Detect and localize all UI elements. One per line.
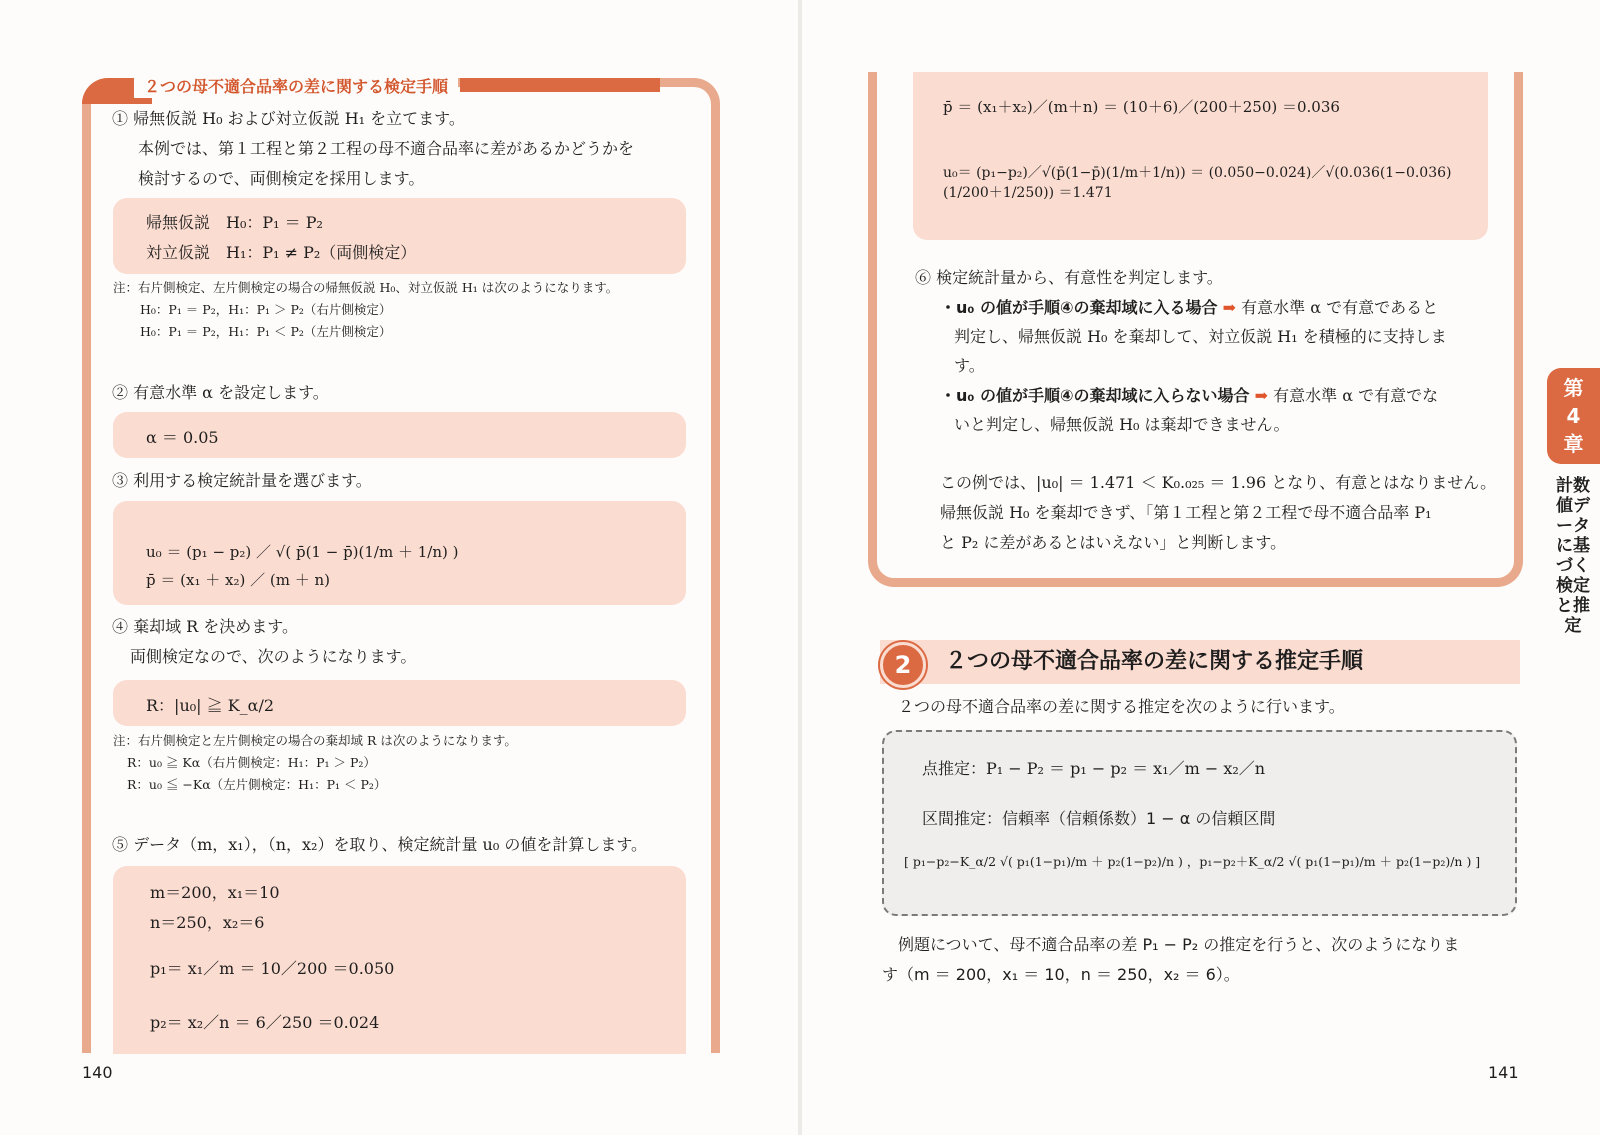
- data-n-x2: n＝250，x₂＝6: [150, 913, 265, 932]
- frame-title-bar: [460, 78, 660, 92]
- interval-formula: [ p₁−p₂−K_α/2 √( p₁(1−p₁)/m ＋ p₂(1−p₂)/n ) ，p₁−p₂＋K_α/2 √( p₁(1−p₁)/m ＋ p₂(1−p₂)/n ) ]: [904, 854, 1481, 869]
- example-line2: す（m ＝ 200，x₁ ＝ 10，n ＝ 250，x₂ ＝ 6）。: [882, 965, 1240, 984]
- interval-label: 区間推定：信頼率（信頼係数）1 − α の信頼区間: [922, 809, 1276, 828]
- conclusion-line1: この例では、|u₀| ＝ 1.471 ＜ K₀.₀₂₅ ＝ 1.96 となり、有意とはなりません。: [940, 473, 1497, 492]
- bullet1-line1: [940, 293, 1438, 323]
- bullet1-lead: ・u₀ の値が手順④の棄却域に入る場合: [940, 298, 1218, 317]
- calc-u0: u₀＝ (p₁−p₂)／√(p̄(1−p̄)(1/m＋1/n)) ＝ (0.050−0.024)／√(0.036(1−0.036)(1/200＋1/250)) ＝1.471: [943, 165, 1452, 201]
- estimation-box: [882, 730, 1517, 916]
- data-m-x1: m＝200，x₁＝10: [150, 883, 280, 902]
- note1-line3: H₀：P₁ ＝ P₂，H₁：P₁ ＜ P₂（左片側検定）: [140, 324, 392, 339]
- alpha-box: [113, 412, 686, 458]
- note2-line1: 注：右片側検定と左片側検定の場合の棄却域 R は次のようになります。: [113, 733, 517, 748]
- step1-body-line2: 検討するので、両側検定を採用します。: [138, 169, 425, 188]
- statistic-box: [113, 501, 686, 605]
- bullet2-lead: ・u₀ の値が手順④の棄却域に入らない場合: [940, 386, 1250, 405]
- section-title: ２つの母不適合品率の差に関する推定手順: [945, 649, 1364, 674]
- section-intro: ２つの母不適合品率の差に関する推定を次のように行います。: [898, 697, 1345, 716]
- step4-title: ④ 棄却域 R を決めます。: [112, 617, 299, 636]
- chapter-title-vertical: 計数値データに基づく検定と推定: [1556, 476, 1590, 636]
- bullet1-tail: 有意水準 α で有意であると: [1241, 298, 1439, 317]
- data-p2: p₂＝ x₂／n ＝ 6／250 ＝0.024: [150, 1013, 380, 1032]
- step6-title: ⑥ 検定統計量から、有意性を判定します。: [915, 268, 1223, 287]
- point-estimate: 点推定：P₁ − P₂ ＝ p₁ − p₂ ＝ x₁／m − x₂／n: [922, 759, 1266, 778]
- conclusion-line3: と P₂ に差があるとはいえない」と判断します。: [940, 533, 1287, 552]
- formula-pbar: p̄ ＝ (x₁ ＋ x₂) ／ (m ＋ n): [146, 571, 330, 589]
- data-box: [113, 866, 686, 1054]
- bullet1-line3: す。: [954, 356, 985, 375]
- bullet1-line2: 判定し、帰無仮説 H₀ を棄却して、対立仮説 H₁ を積極的に支持しま: [954, 327, 1447, 346]
- rejection-box: [113, 680, 686, 726]
- note1-line2: H₀：P₁ ＝ P₂，H₁：P₁ ＞ P₂（右片側検定）: [140, 302, 392, 317]
- note1-line1: 注：右片側検定、左片側検定の場合の帰無仮説 H₀、対立仮説 H₁ は次のようになります。: [113, 280, 619, 295]
- procedure-box-title: ２つの母不適合品率の差に関する検定手順: [134, 76, 458, 98]
- note2-line2: R：u₀ ≧ Kα（右片側検定：H₁：P₁ ＞ P₂）: [127, 755, 376, 770]
- section-number: 2: [880, 642, 926, 688]
- null-hypothesis: 帰無仮説 H₀：P₁ ＝ P₂: [146, 213, 323, 232]
- hypothesis-box: [113, 198, 686, 274]
- arrow-right-icon: ➡: [1254, 386, 1269, 405]
- bullet2-line1: [940, 381, 1438, 411]
- step1-title: ① 帰無仮説 H₀ および対立仮説 H₁ を立てます。: [112, 109, 465, 128]
- calc-box: [913, 72, 1488, 240]
- bullet2-tail: 有意水準 α で有意でな: [1273, 386, 1439, 405]
- step1-body-line1: 本例では、第１工程と第２工程の母不適合品率に差があるかどうかを: [138, 139, 635, 158]
- step5-title: ⑤ データ（m，x₁），（n，x₂）を取り、検定統計量 u₀ の値を計算します。: [112, 835, 648, 854]
- rejection-region: R：|u₀| ≧ K_α/2: [146, 696, 275, 715]
- data-p1: p₁＝ x₁／m ＝ 10／200 ＝0.050: [150, 959, 395, 978]
- alternative-hypothesis: 対立仮説 H₁：P₁ ≠ P₂（両側検定）: [146, 243, 417, 262]
- calc-pbar: p̄ ＝ (x₁＋x₂)／(m＋n) ＝ (10＋6)／(200＋250) ＝0.036: [943, 98, 1340, 116]
- chapter-tab-label: 第4章: [1563, 376, 1584, 456]
- arrow-right-icon: ➡: [1222, 298, 1237, 317]
- bullet2-line2: いと判定し、帰無仮説 H₀ は棄却できません。: [954, 415, 1290, 434]
- note2-line3: R：u₀ ≦ −Kα（左片側検定：H₁：P₁ ＜ P₂）: [127, 777, 387, 792]
- alpha-value: α ＝ 0.05: [146, 428, 219, 447]
- example-line1: 例題について、母不適合品率の差 P₁ − P₂ の推定を行うと、次のようになりま: [898, 935, 1460, 954]
- step3-title: ③ 利用する検定統計量を選びます。: [112, 471, 372, 490]
- conclusion-line2: 帰無仮説 H₀ を棄却できず、「第１工程と第２工程で母不適合品率 P₁: [940, 503, 1432, 522]
- page-number-right: 141: [1488, 1063, 1519, 1082]
- step4-body: 両側検定なので、次のようになります。: [130, 647, 417, 666]
- chapter-tab: [1547, 368, 1600, 464]
- step2-title: ② 有意水準 α を設定します。: [112, 383, 329, 402]
- page-number-left: 140: [82, 1063, 113, 1082]
- formula-u0: u₀ ＝ (p₁ − p₂) ／ √( p̄(1 − p̄)(1/m ＋ 1/n) ): [146, 543, 459, 561]
